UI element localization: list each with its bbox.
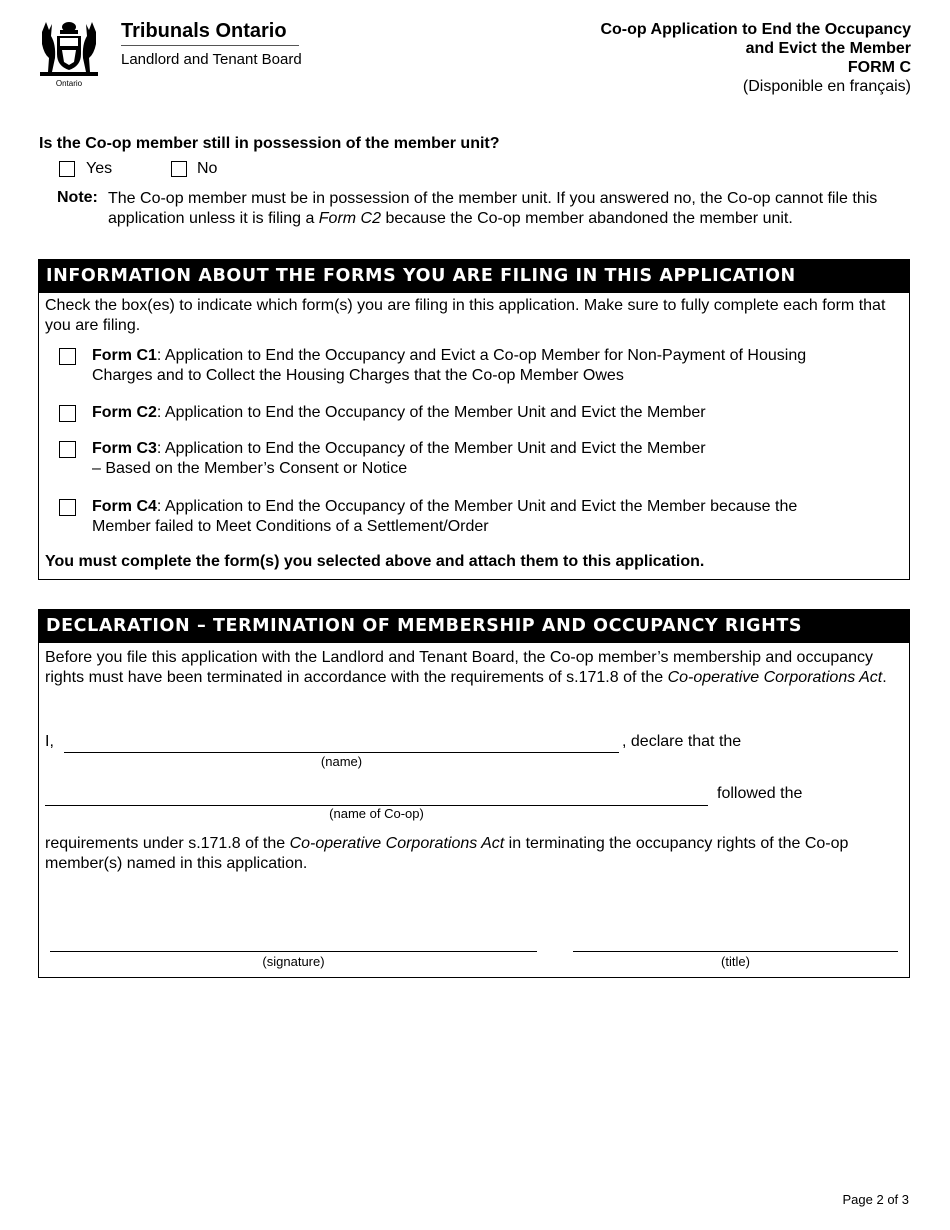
- i-label: I,: [45, 733, 54, 750]
- forms-section-heading: INFORMATION ABOUT THE FORMS YOU ARE FILING IN THIS APPLICATION: [39, 260, 909, 293]
- title-field[interactable]: [573, 951, 898, 952]
- declaration-intro: Before you file this application with the Landlord and Tenant Board, the Co-op member’s membership and occupancy rights must have been terminated in accordance with the requirements of s.171.8 of the Co-operative Corporations Act.: [45, 649, 887, 686]
- org-divider: [121, 45, 299, 46]
- note-text: The Co-op member must be in possession of the member unit. If you answered no, the Co-op cannot file this application unless it is filing a Form C2 because the Co-op member abandoned the member unit.: [108, 190, 878, 227]
- forms-footer-note: You must complete the form(s) you selected above and attach them to this application.: [45, 553, 705, 570]
- form-c1-label: Form C1: Application to End the Occupancy and Evict a Co-op Member for Non-Payment of Housing Charges and to Collect the Housing Charges that the Co-op Member Owes: [92, 347, 807, 384]
- logo-caption: Ontario: [55, 79, 83, 88]
- form-c4-label: Form C4: Application to End the Occupancy of the Member Unit and Evict the Member because the Member failed to Meet Conditions of a Settlement/Order: [92, 498, 798, 535]
- signature-field[interactable]: [50, 951, 537, 952]
- name-field[interactable]: [64, 752, 619, 753]
- note-label: Note:: [57, 189, 98, 206]
- signature-caption: (signature): [262, 954, 325, 969]
- form-title-block: [600, 20, 911, 96]
- french-availability: (Disponible en français): [742, 78, 911, 95]
- form-c4-checkbox[interactable]: [59, 499, 76, 516]
- form-c3-checkbox[interactable]: [59, 441, 76, 458]
- no-label: No: [197, 160, 218, 177]
- yes-checkbox[interactable]: [59, 161, 75, 177]
- followed-text: followed the: [717, 785, 803, 802]
- possession-question: Is the Co-op member still in possession of the member unit?: [39, 135, 500, 152]
- no-checkbox[interactable]: [171, 161, 187, 177]
- form-title-line-2: and Evict the Member: [745, 40, 911, 57]
- form-title-line-1: Co-op Application to End the Occupancy: [600, 21, 911, 38]
- declaration-heading: DECLARATION – TERMINATION OF MEMBERSHIP AND OCCUPANCY RIGHTS: [39, 610, 909, 643]
- form-c2-checkbox[interactable]: [59, 405, 76, 422]
- org-name: Tribunals Ontario: [121, 20, 287, 42]
- forms-intro: Check the box(es) to indicate which form(s) you are filing in this application. Make sure to fully complete each form that you are filing.: [45, 297, 886, 334]
- name-caption: (name): [320, 754, 363, 769]
- declare-text: , declare that the: [622, 733, 742, 750]
- form-c3-label: Form C3: Application to End the Occupancy of the Member Unit and Evict the Member – Based on the Member’s Consent or Notice: [92, 440, 706, 477]
- org-subtitle: Landlord and Tenant Board: [121, 51, 302, 68]
- page-number: Page 2 of 3: [842, 1192, 909, 1207]
- form-c2-label: Form C2: Application to End the Occupancy of the Member Unit and Evict the Member: [92, 404, 706, 421]
- form-c1-checkbox[interactable]: [59, 348, 76, 365]
- requirements-text: requirements under s.171.8 of the Co-operative Corporations Act in terminating the occupancy rights of the Co-op member(s) named in this application.: [45, 835, 849, 872]
- form-id: FORM C: [847, 59, 911, 76]
- coop-name-caption: (name of Co-op): [329, 806, 424, 821]
- title-caption: (title): [721, 954, 750, 969]
- yes-label: Yes: [86, 160, 113, 177]
- ontario-coat-of-arms-icon: [36, 18, 102, 90]
